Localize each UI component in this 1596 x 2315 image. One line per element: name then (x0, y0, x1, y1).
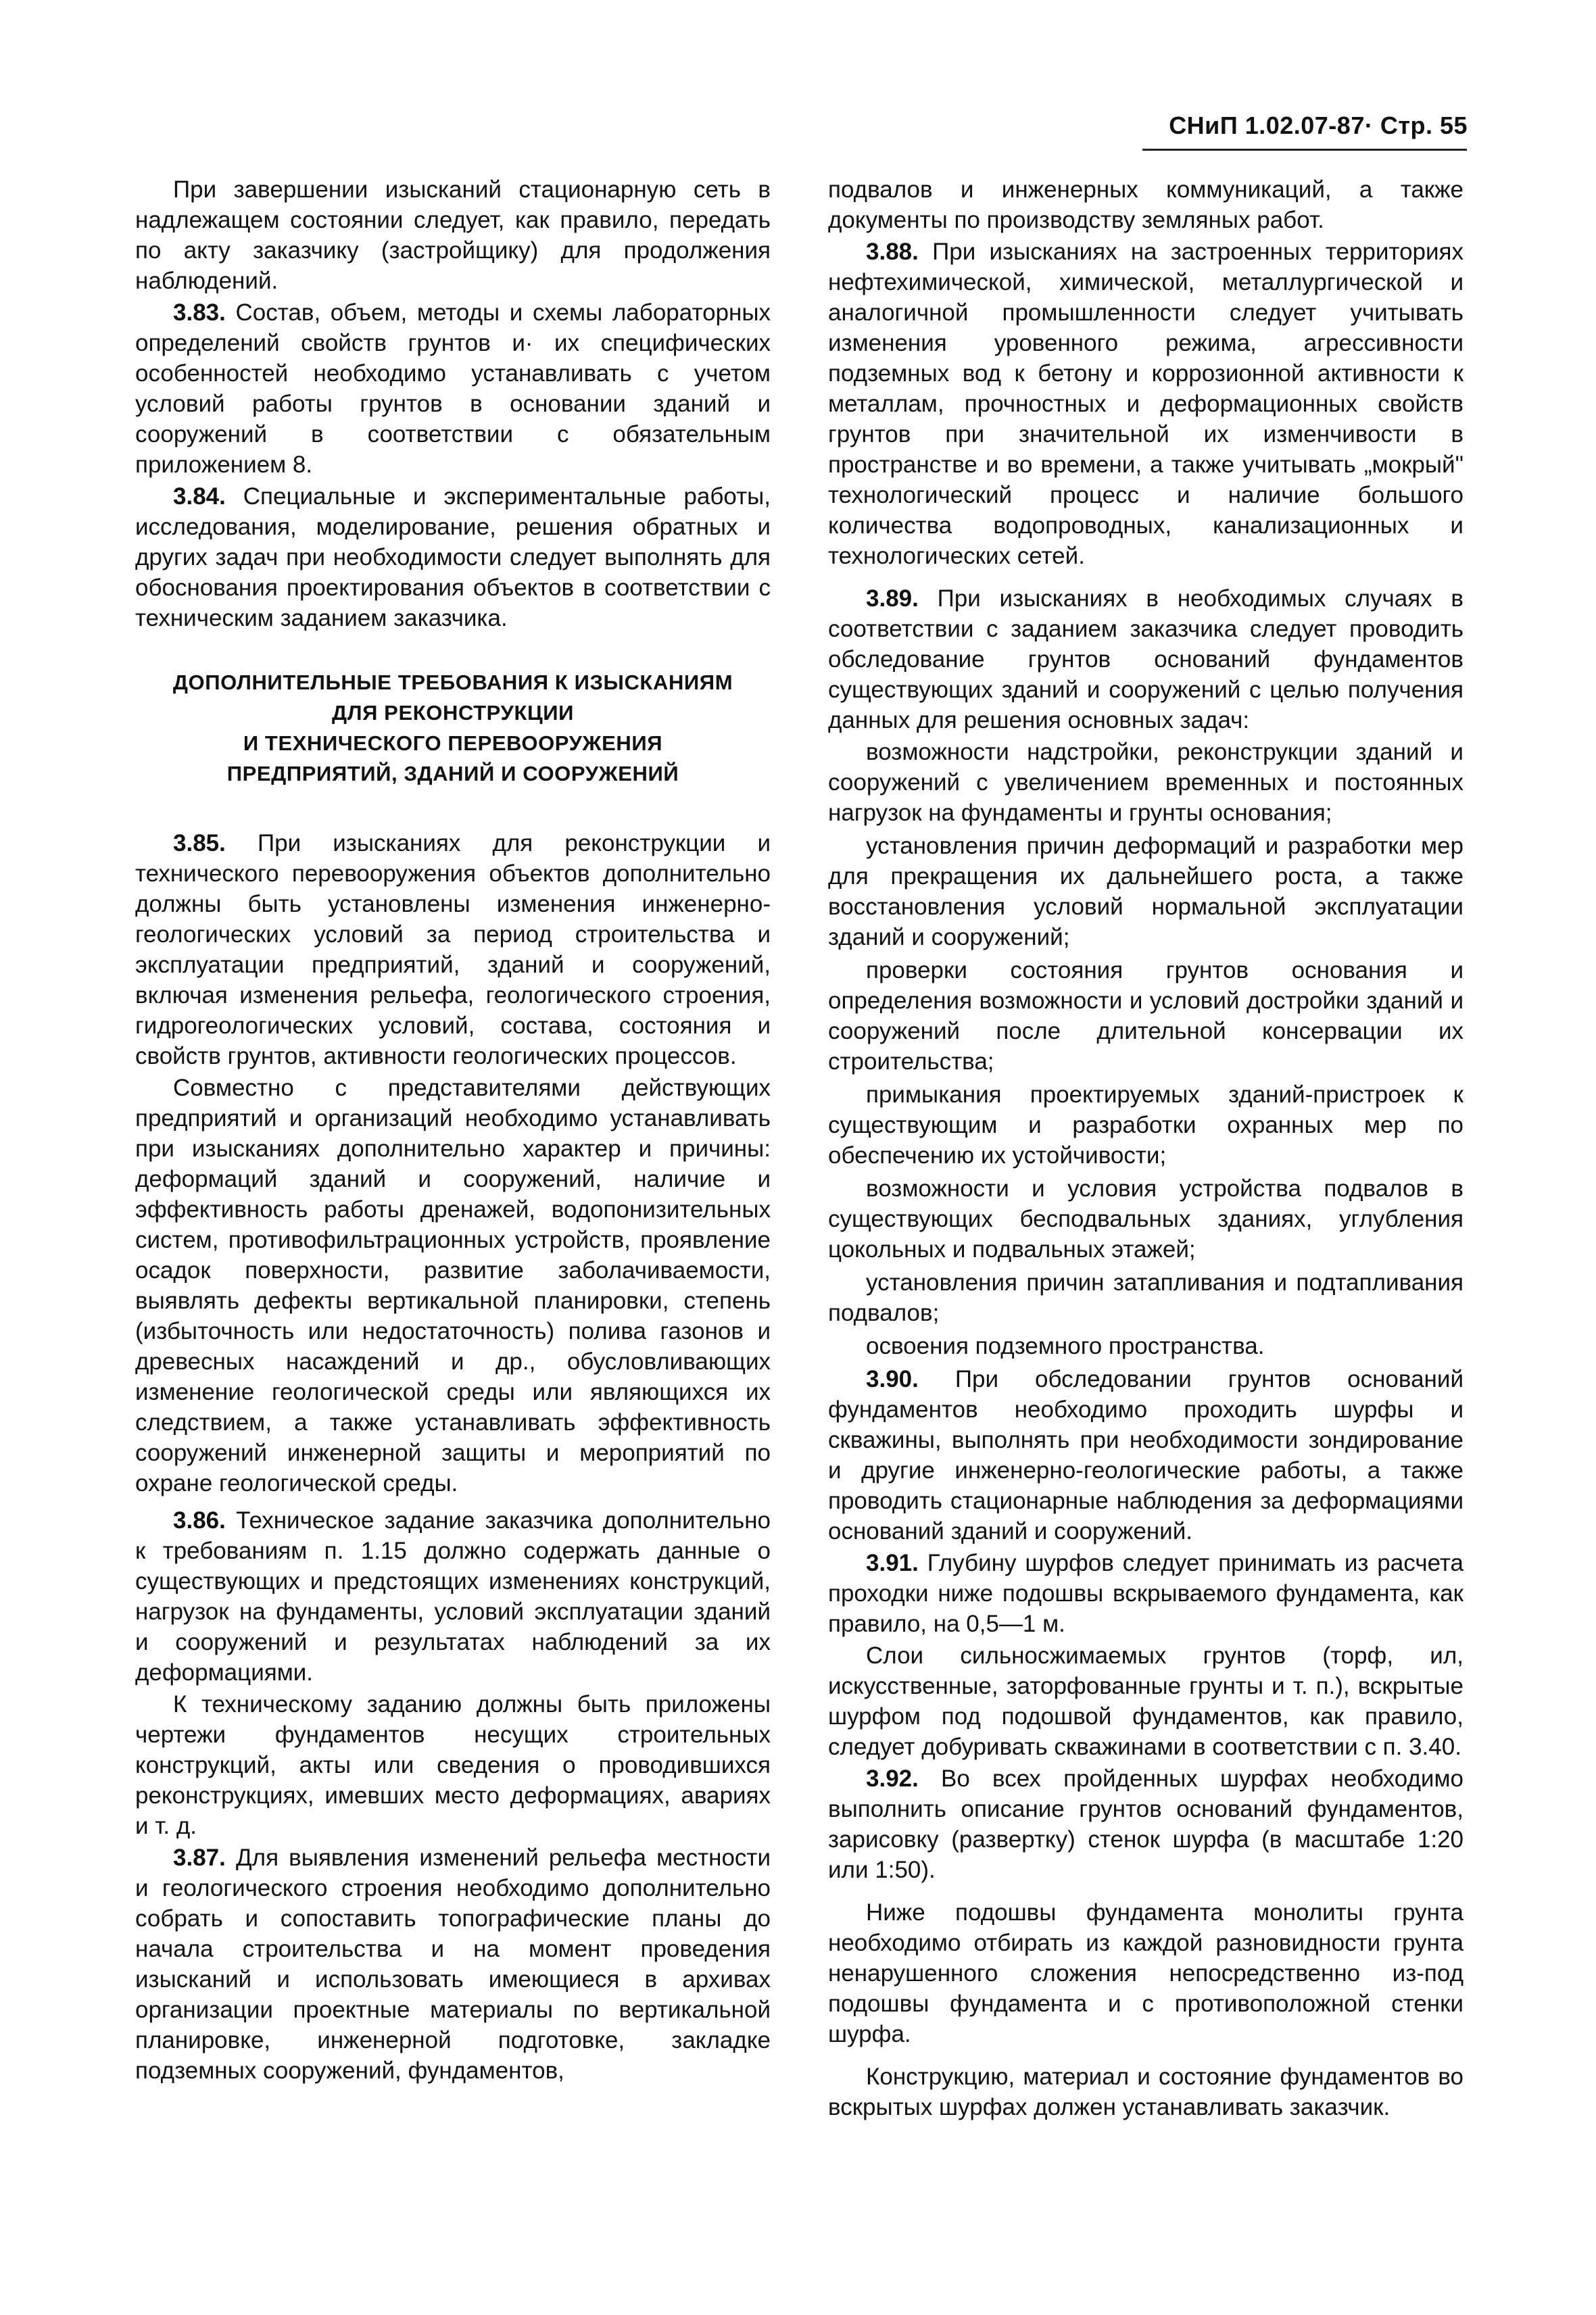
clause-3-89 (828, 583, 1464, 735)
list-item: освоения подземного пространства. (866, 1333, 1265, 1359)
paragraph: При завершении изысканий стационарную сеть в надлежащем состоянии следует, как правило, передать по акту заказчику (застройщику) для продолжения наблюдений. (135, 176, 771, 294)
paragraph: Совместно с представителями действующих предприятий и организаций необходимо устанавливать при изысканиях дополнительно характер и причины: деформаций зданий и сооружений, наличие и эффективность работы дренажей, водопонизительных систем, противофильтрационных устройств, проявление осадок поверхности, развитие заболачиваемости, выявлять дефекты вертикальной планировки, степень (избыточность или недостаточность) полива газонов и древесных насаждений и др., обусловливающих изменение геологической среды или являющихся их следствием, а также устанавливать эффективность сооружений инженерной защиты и мероприятий по охране геологической среды. (135, 1075, 771, 1496)
paragraph: К техническому заданию должны быть приложены чертежи фундаментов несущих строительных конструкций, акты или сведения о проводившихся реконструкциях, имевших место деформациях, авариях и т. д. (135, 1691, 771, 1839)
clause-3-84 (135, 481, 771, 633)
clause-text: Состав, объем, методы и схемы лабораторных определений свойств грунтов и· их специфических особенностей необходимо устанавливать с учетом условий работы грунтов в основании зданий и сооружений в соответствии с обязательным приложением 8. (135, 299, 771, 478)
paragraph: Ниже подошвы фундамента монолиты грунта необходимо отбирать из каждой разновидности грунта ненарушенного сложения непосредственно из-под подошвы фундамента и с противоположной стенки шурфа. (828, 1899, 1464, 2047)
clause-3-92 (828, 1763, 1464, 1885)
heading-line: И ТЕХНИЧЕСКОГО ПЕРЕВООРУЖЕНИЯ (243, 731, 663, 755)
paragraph: Конструкцию, материал и состояние фундаментов во вскрытых шурфах должен устанавливать заказчик. (828, 2064, 1464, 2120)
list-item: возможности и условия устройства подвалов в существующих бесподвальных зданиях, углубления цокольных и подвальных этажей; (828, 1175, 1464, 1263)
clause-text: При изысканиях на застроенных территориях нефтехимической, химической, металлургической и аналогичной промышленности следует учитывать изменения уровенного режима, агрессивности подземных вод к бетону и коррозионной активности к металлам, прочностных и деформационных свойств грунтов при значительной их изменчивости в пространстве и во времени, а также учитывать „мокрый" технологический процесс и наличие большого количества водопроводных, канализационных и технологических сетей. (828, 239, 1464, 569)
clause-number: 3.86. (173, 1507, 226, 1534)
clause-number: 3.89. (866, 585, 919, 612)
clause-number: 3.92. (866, 1765, 919, 1792)
list-item: примыкания проектируемых зданий-пристроек к существующим и разработки охранных мер по обеспечению их устойчивости; (828, 1081, 1464, 1169)
clause-text: Специальные и экспериментальные работы, исследования, моделирование, решения обратных и других задач при необходимости следует выполнять для обоснования проектирования объектов в соответствии с техническим заданием заказчика. (135, 483, 771, 631)
clause-3-87 (135, 1843, 771, 2086)
clause-3-88 (828, 237, 1464, 571)
clause-text: При обследовании грунтов оснований фундаментов необходимо проходить шурфы и скважины, выполнять при необходимости зондирование и другие инженерно-геологические работы, а также проводить стационарные наблюдения за деформациями оснований зданий и сооружений. (828, 1366, 1464, 1544)
clause-text: Во всех пройденных шурфах необходимо выполнить описание грунтов оснований фундаментов, зарисовку (развертку) стенок шурфа (в масштабе 1:20 или 1:50). (828, 1765, 1464, 1883)
running-header: СНиП 1.02.07-87· Стр. 55 (1169, 112, 1468, 139)
paragraph: Слои сильносжимаемых грунтов (торф, ил, искусственные, заторфованные грунты и т. п.), вскрытые шурфом под подошвой фундаментов, как правило, следует добуривать скважинами в соответствии с п. 3.40. (828, 1642, 1464, 1760)
list-item: возможности надстройки, реконструкции зданий и сооружений с увеличением временных и постоянных нагрузок на фундаменты и грунты основания; (828, 739, 1464, 826)
clause-number: 3.87. (173, 1845, 226, 1871)
list-item: установления причин затапливания и подтапливания подвалов; (828, 1269, 1464, 1326)
clause-3-91 (828, 1548, 1464, 1639)
clause-text: Техническое задание заказчика дополнительно к требованиям п. 1.15 должно содержать данные о существующих и предстоящих изменениях конструкций, нагрузок на фундаменты, условий эксплуатации зданий и сооружений и результатах наблюдений за их деформациями. (135, 1507, 771, 1686)
left-column (135, 174, 771, 2087)
clause-text: Глубину шурфов следует принимать из расчета проходки ниже подошвы вскрываемого фундамента, как правило, на 0,5—1 м. (828, 1550, 1464, 1637)
clause-3-86 (135, 1505, 771, 1688)
section-heading (135, 667, 771, 789)
heading-line: ПРЕДПРИЯТИЙ, ЗДАНИЙ И СООРУЖЕНИЙ (226, 762, 679, 785)
clause-text: Для выявления изменений рельефа местности и геологического строения необходимо дополнительно собрать и сопоставить топографические планы до начала строительства и на момент проведения изысканий и использовать имеющиеся в архивах организации проектные материалы по вертикальной планировке, инженерной подготовке, закладке подземных сооружений, фундаментов, (135, 1845, 771, 2084)
list-item: установления причин деформаций и разработки мер для прекращения их дальнейшего роста, а также восстановления условий нормальной эксплуатации зданий и сооружений; (828, 833, 1464, 950)
clause-number: 3.83. (173, 299, 226, 326)
clause-number: 3.85. (173, 830, 226, 856)
clause-3-83 (135, 297, 771, 480)
clause-3-90 (828, 1364, 1464, 1546)
clause-number: 3.88. (866, 239, 919, 265)
clause-text: При изысканиях в необходимых случаях в соответствии с заданием заказчика следует проводить обследование грунтов оснований фундаментов существующих зданий и сооружений с целью получения данных для решения основных задач: (828, 585, 1464, 733)
clause-text: При изысканиях для реконструкции и технического перевооружения объектов дополнительно должны быть установлены изменения инженерно-геологических условий за период строительства и эксплуатации предприятий, зданий и сооружений, включая изменения рельефа, геологического строения, гидрогеологических условий, состава, состояния и свойств грунтов, активности геологических процессов. (135, 830, 771, 1069)
clause-number: 3.84. (173, 483, 226, 510)
clause-number: 3.91. (866, 1550, 919, 1576)
list-item: проверки состояния грунтов основания и определения возможности и условий достройки зданий и сооружений после длительной консервации их строительства; (828, 957, 1464, 1075)
clause-3-85 (135, 828, 771, 1071)
paragraph: подвалов и инженерных коммуникаций, а также документы по производству земляных работ. (828, 176, 1464, 233)
heading-line: ДОПОЛНИТЕЛЬНЫЕ ТРЕБОВАНИЯ К ИЗЫСКАНИЯМ (172, 671, 733, 694)
right-column (828, 174, 1464, 2124)
header-rule (1142, 149, 1467, 151)
heading-line: ДЛЯ РЕКОНСТРУКЦИИ (332, 701, 574, 725)
clause-number: 3.90. (866, 1366, 919, 1392)
